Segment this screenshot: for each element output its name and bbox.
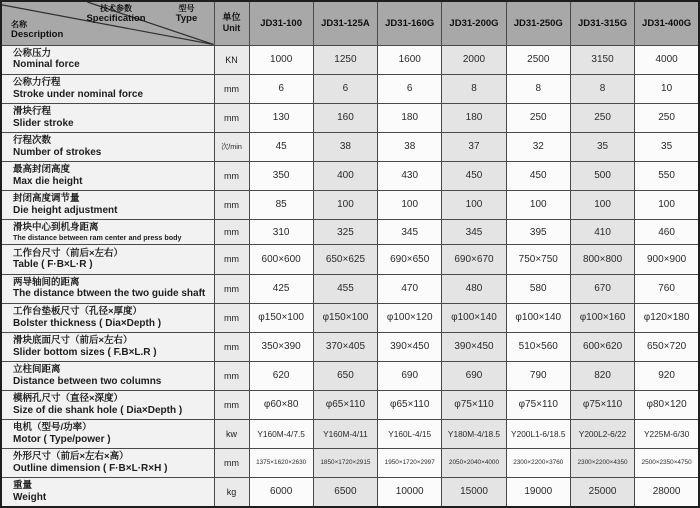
corner-label-type-en: Type — [175, 12, 198, 24]
row-label — [1, 419, 214, 448]
value-cell: 390×450 — [442, 332, 506, 361]
row-label — [1, 161, 214, 190]
value-cell: 10 — [635, 74, 699, 103]
value-cell: 2000 — [442, 45, 506, 74]
value-cell: φ75×110 — [442, 390, 506, 419]
value-cell: φ100×160 — [570, 303, 634, 332]
value-cell: 790 — [506, 361, 570, 390]
table-row — [1, 45, 699, 74]
value-cell: 6000 — [249, 477, 313, 507]
value-cell: 650×720 — [635, 332, 699, 361]
value-cell: 550 — [635, 161, 699, 190]
value-cell: 690 — [378, 361, 442, 390]
value-cell: 600×620 — [570, 332, 634, 361]
unit-cell: mm — [214, 74, 249, 103]
value-cell: 350×390 — [249, 332, 313, 361]
corner-label-name-en: Description — [11, 28, 64, 40]
table-row — [1, 132, 699, 161]
column-header-jd31-400g: JD31-400G — [635, 1, 699, 45]
unit-cell: mm — [214, 361, 249, 390]
value-cell: 28000 — [635, 477, 699, 507]
value-cell: 2500×2350×4750 — [635, 448, 699, 477]
value-cell: 450 — [442, 161, 506, 190]
row-label-en: Stroke under nominal force — [13, 88, 144, 100]
value-cell: φ120×180 — [635, 303, 699, 332]
unit-cell: kg — [214, 477, 249, 507]
table-row — [1, 190, 699, 219]
row-label-zh: 最高封闭高度 — [13, 163, 71, 175]
row-label-zh: 公称力行程 — [13, 76, 61, 88]
row-label — [1, 390, 214, 419]
value-cell: 650 — [313, 361, 377, 390]
row-label-zh: 滑块中心到机身距离 — [13, 221, 99, 233]
value-cell: 750×750 — [506, 245, 570, 274]
value-cell: φ150×100 — [313, 303, 377, 332]
value-cell: 920 — [635, 361, 699, 390]
value-cell: 310 — [249, 219, 313, 245]
unit-cell: mm — [214, 303, 249, 332]
row-label-en: Motor ( Type/power ) — [13, 433, 111, 445]
row-label-en: Slider bottom sizes ( F.B×L.R ) — [13, 346, 157, 358]
column-header-jd31-100: JD31-100 — [249, 1, 313, 45]
row-label — [1, 74, 214, 103]
value-cell: 800×800 — [570, 245, 634, 274]
corner-label-name-zh: 名称 — [11, 19, 27, 29]
row-label — [1, 190, 214, 219]
value-cell: φ60×80 — [249, 390, 313, 419]
value-cell: 900×900 — [635, 245, 699, 274]
value-cell: φ75×110 — [570, 390, 634, 419]
row-label-zh: 工作台尺寸（前后×左右） — [13, 247, 124, 259]
value-cell: 510×560 — [506, 332, 570, 361]
row-label-en: The distance btween the two guide shaft — [13, 288, 206, 300]
value-cell: 455 — [313, 274, 377, 303]
value-cell: 45 — [249, 132, 313, 161]
row-label — [1, 274, 214, 303]
table-row — [1, 103, 699, 132]
unit-cell: mm — [214, 274, 249, 303]
value-cell: Y160L-4/15 — [378, 419, 442, 448]
value-cell: φ150×100 — [249, 303, 313, 332]
value-cell: 1850×1720×2915 — [313, 448, 377, 477]
row-label — [1, 477, 214, 507]
table-row — [1, 390, 699, 419]
row-label-en: Weight — [13, 491, 47, 503]
value-cell: 160 — [313, 103, 377, 132]
value-cell: 3150 — [570, 45, 634, 74]
value-cell: 100 — [506, 190, 570, 219]
row-label-en: Die height adjustment — [13, 204, 118, 216]
column-header-unit — [214, 1, 249, 45]
corner-label-spec-zh: 技术参数 — [100, 4, 132, 13]
unit-cell: KN — [214, 45, 249, 74]
value-cell: φ75×110 — [506, 390, 570, 419]
value-cell: Y160M-4/7.5 — [249, 419, 313, 448]
value-cell: 430 — [378, 161, 442, 190]
value-cell: 690×670 — [442, 245, 506, 274]
row-label-zh: 两导轴间的距离 — [13, 276, 80, 288]
value-cell: 8 — [570, 74, 634, 103]
value-cell: 100 — [442, 190, 506, 219]
value-cell: 6 — [313, 74, 377, 103]
table-row — [1, 219, 699, 245]
row-label-zh: 电机（型号/功率） — [13, 421, 92, 433]
value-cell: 760 — [635, 274, 699, 303]
value-cell: 400 — [313, 161, 377, 190]
value-cell: 6 — [249, 74, 313, 103]
column-header-jd31-315g: JD31-315G — [570, 1, 634, 45]
row-label-zh: 公称压力 — [13, 47, 52, 59]
value-cell: 10000 — [378, 477, 442, 507]
value-cell: 8 — [442, 74, 506, 103]
unit-cell: mm — [214, 161, 249, 190]
value-cell: 6 — [378, 74, 442, 103]
row-label-en: Number of strokes — [13, 146, 102, 158]
row-label-zh: 外形尺寸（前后×左右×高） — [13, 450, 129, 462]
value-cell: 100 — [313, 190, 377, 219]
value-cell: 38 — [313, 132, 377, 161]
value-cell: φ65×110 — [313, 390, 377, 419]
value-cell: 25000 — [570, 477, 634, 507]
table-row — [1, 448, 699, 477]
row-label — [1, 361, 214, 390]
row-label — [1, 45, 214, 74]
value-cell: 1375×1620×2630 — [249, 448, 313, 477]
value-cell: 32 — [506, 132, 570, 161]
value-cell: 395 — [506, 219, 570, 245]
table-row — [1, 332, 699, 361]
value-cell: 480 — [442, 274, 506, 303]
value-cell: 425 — [249, 274, 313, 303]
table-row — [1, 477, 699, 507]
row-label-zh: 模柄孔尺寸（直径×深度） — [13, 392, 124, 404]
table-row — [1, 74, 699, 103]
value-cell: φ100×140 — [506, 303, 570, 332]
value-cell: φ65×110 — [378, 390, 442, 419]
value-cell: 15000 — [442, 477, 506, 507]
row-label-en: Slider stroke — [13, 117, 74, 129]
column-header-jd31-160g: JD31-160G — [378, 1, 442, 45]
value-cell: 35 — [570, 132, 634, 161]
value-cell: 1000 — [249, 45, 313, 74]
value-cell: 2500 — [506, 45, 570, 74]
value-cell: 580 — [506, 274, 570, 303]
unit-cell: 次/min — [214, 132, 249, 161]
value-cell: 650×625 — [313, 245, 377, 274]
row-label-en: Size of die shank hole ( Dia×Depth ) — [13, 404, 183, 416]
value-cell: 690×650 — [378, 245, 442, 274]
column-header-jd31-200g: JD31-200G — [442, 1, 506, 45]
row-label-en: Distance between two columns — [13, 375, 162, 387]
value-cell: 620 — [249, 361, 313, 390]
value-cell: 19000 — [506, 477, 570, 507]
unit-header-en: Unit — [222, 23, 241, 34]
row-label-zh: 重量 — [13, 479, 33, 491]
value-cell: 690 — [442, 361, 506, 390]
value-cell: 470 — [378, 274, 442, 303]
value-cell: 6500 — [313, 477, 377, 507]
table-row — [1, 361, 699, 390]
value-cell: 1250 — [313, 45, 377, 74]
row-label-en: The distance between ram center and press body — [13, 232, 182, 242]
value-cell: Y180M-4/18.5 — [442, 419, 506, 448]
corner-label-type — [164, 5, 210, 25]
spec-table-body — [1, 45, 699, 507]
table-row — [1, 245, 699, 274]
row-label — [1, 245, 214, 274]
value-cell: 820 — [570, 361, 634, 390]
value-cell: 250 — [635, 103, 699, 132]
value-cell: 250 — [506, 103, 570, 132]
value-cell: 250 — [570, 103, 634, 132]
row-label — [1, 219, 214, 245]
value-cell: 350 — [249, 161, 313, 190]
value-cell: 410 — [570, 219, 634, 245]
unit-cell: mm — [214, 448, 249, 477]
value-cell: Y160M-4/11 — [313, 419, 377, 448]
row-label-zh: 封闭高度调节量 — [13, 192, 80, 204]
row-label-zh: 行程次数 — [13, 134, 52, 146]
value-cell: 370×405 — [313, 332, 377, 361]
value-cell: 460 — [635, 219, 699, 245]
value-cell: 8 — [506, 74, 570, 103]
value-cell: Y200L2-6/22 — [570, 419, 634, 448]
row-label-en: Bolster thickness ( Dia×Depth ) — [13, 317, 162, 329]
unit-cell: kw — [214, 419, 249, 448]
corner-label-specification — [64, 5, 168, 25]
table-row — [1, 419, 699, 448]
column-header-jd31-125a: JD31-125A — [313, 1, 377, 45]
corner-label-spec-en: Specification — [86, 12, 146, 24]
table-row — [1, 274, 699, 303]
row-label-zh: 立柱间距离 — [13, 363, 61, 375]
value-cell: Y200L1-6/18.5 — [506, 419, 570, 448]
value-cell: 2300×2200×4350 — [570, 448, 634, 477]
row-label-en: Table ( F·B×L·R ) — [13, 259, 93, 271]
row-label — [1, 303, 214, 332]
value-cell: φ80×120 — [635, 390, 699, 419]
row-label — [1, 332, 214, 361]
value-cell: 500 — [570, 161, 634, 190]
value-cell: 100 — [570, 190, 634, 219]
value-cell: 345 — [442, 219, 506, 245]
value-cell: 35 — [635, 132, 699, 161]
row-label — [1, 103, 214, 132]
row-label-zh: 滑块行程 — [13, 105, 52, 117]
value-cell: 180 — [378, 103, 442, 132]
row-label-zh: 滑块底面尺寸（前后×左右） — [13, 334, 133, 346]
corner-label-description — [11, 21, 63, 41]
value-cell: φ100×140 — [442, 303, 506, 332]
value-cell: 450 — [506, 161, 570, 190]
row-label — [1, 132, 214, 161]
unit-header-zh: 单位 — [222, 11, 241, 22]
value-cell: 600×600 — [249, 245, 313, 274]
value-cell: 4000 — [635, 45, 699, 74]
value-cell: Y225M-6/30 — [635, 419, 699, 448]
value-cell: 325 — [313, 219, 377, 245]
unit-cell: mm — [214, 190, 249, 219]
value-cell: 1950×1720×2997 — [378, 448, 442, 477]
table-corner-cell — [1, 1, 214, 45]
corner-label-type-zh: 型号 — [178, 4, 195, 13]
value-cell: 1600 — [378, 45, 442, 74]
value-cell: 100 — [378, 190, 442, 219]
table-row — [1, 303, 699, 332]
value-cell: 390×450 — [378, 332, 442, 361]
unit-cell: mm — [214, 245, 249, 274]
value-cell: 345 — [378, 219, 442, 245]
value-cell: 180 — [442, 103, 506, 132]
unit-cell: mm — [214, 219, 249, 245]
row-label-en: Nominal force — [13, 59, 80, 71]
value-cell: 85 — [249, 190, 313, 219]
value-cell: 2300×2200×3760 — [506, 448, 570, 477]
value-cell: 37 — [442, 132, 506, 161]
value-cell: 2050×2040×4000 — [442, 448, 506, 477]
column-header-jd31-250g: JD31-250G — [506, 1, 570, 45]
row-label — [1, 448, 214, 477]
value-cell: 38 — [378, 132, 442, 161]
row-label-en: Max die height — [13, 175, 83, 187]
unit-cell: mm — [214, 332, 249, 361]
table-row — [1, 161, 699, 190]
row-label-en: Outline dimension ( F·B×L·R×H ) — [13, 462, 168, 474]
value-cell: 670 — [570, 274, 634, 303]
value-cell: φ100×120 — [378, 303, 442, 332]
header-row — [1, 1, 699, 45]
row-label-zh: 工作台垫板尺寸（孔径×厚度） — [13, 305, 143, 317]
unit-cell: mm — [214, 390, 249, 419]
value-cell: 100 — [635, 190, 699, 219]
value-cell: 130 — [249, 103, 313, 132]
unit-cell: mm — [214, 103, 249, 132]
